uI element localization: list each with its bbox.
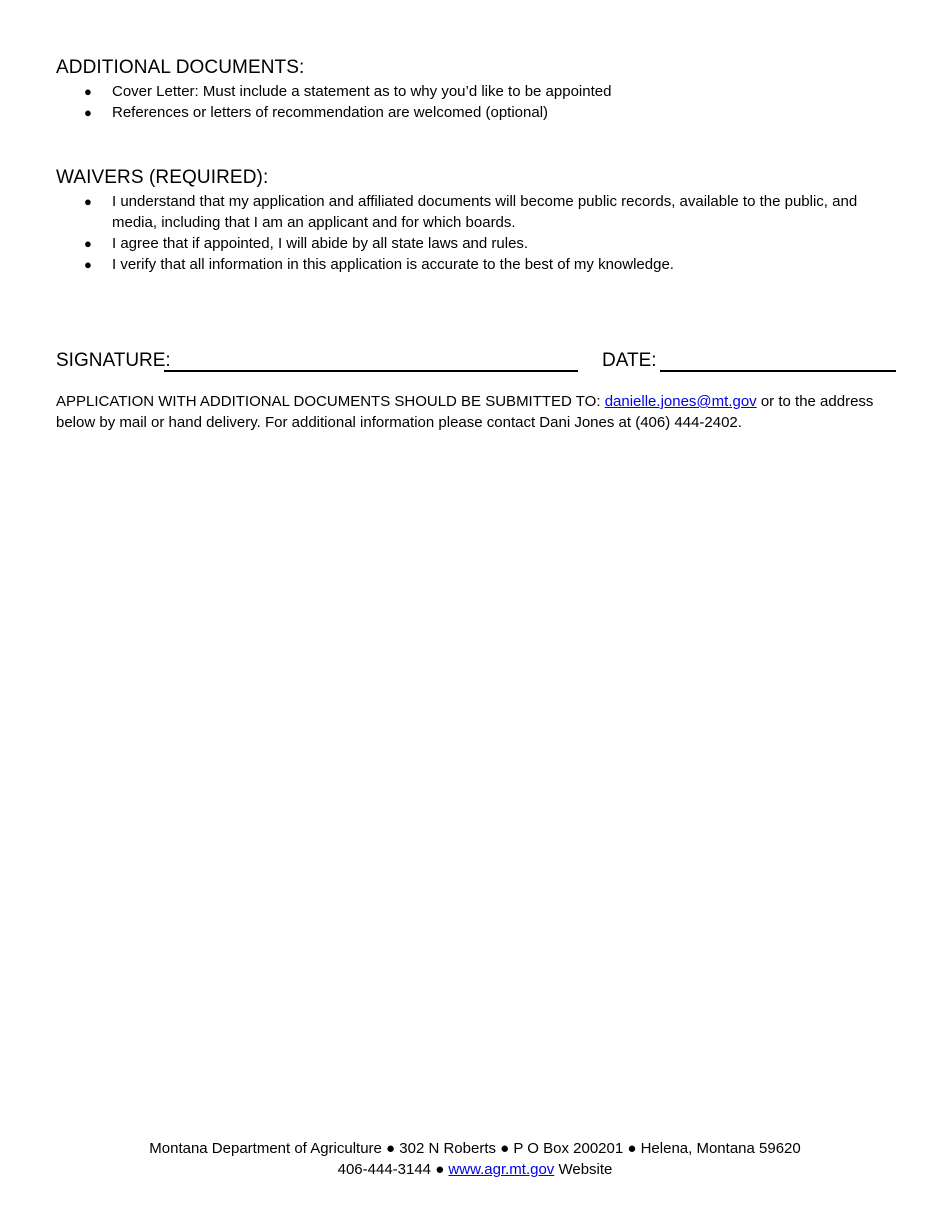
list-item — [56, 102, 896, 123]
list-item-text: Cover Letter: Must include a statement as to why you’d like to be appointed — [112, 83, 612, 100]
footer-address: Montana Department of Agriculture ● 302 N Roberts ● P O Box 200201 ● Helena, Montana 59620 — [149, 1140, 801, 1157]
date-field[interactable] — [660, 370, 896, 372]
additional-documents-list — [56, 81, 896, 123]
waivers-list — [56, 191, 896, 275]
date-label: DATE: — [602, 350, 657, 371]
bullet-icon: ● — [84, 236, 92, 251]
list-item — [56, 191, 896, 233]
bullet-icon: ● — [84, 257, 92, 272]
signature-field[interactable] — [164, 370, 578, 372]
list-item — [56, 254, 896, 275]
submission-instructions — [56, 391, 898, 433]
list-item-text: I understand that my application and affiliated documents will become public records, available to the public, and media, including that I am an applicant and for which boards. — [112, 193, 858, 231]
footer — [0, 1138, 950, 1180]
signature-label: SIGNATURE: — [56, 350, 171, 371]
website-link[interactable]: www.agr.mt.gov — [448, 1161, 555, 1178]
list-item-text: I verify that all information in this application is accurate to the best of my knowledge. — [112, 256, 674, 273]
list-item — [56, 81, 896, 102]
bullet-icon: ● — [84, 84, 92, 99]
signature-row — [56, 346, 898, 374]
bullet-icon: ● — [84, 194, 92, 209]
submission-text-after: or to the address below by mail or hand delivery. For additional information please contact Dani Jones at (406) 444-2402. — [56, 393, 874, 431]
email-link[interactable]: danielle.jones@mt.gov — [604, 393, 757, 410]
footer-contact — [0, 1159, 950, 1180]
list-item — [56, 233, 896, 254]
bullet-icon: ● — [84, 105, 92, 120]
list-item-text: References or letters of recommendation are welcomed (optional) — [112, 104, 549, 121]
submission-text-before: APPLICATION WITH ADDITIONAL DOCUMENTS SHOULD BE SUBMITTED TO: — [56, 393, 605, 410]
footer-website-suffix: Website — [554, 1161, 613, 1178]
list-item-text: I agree that if appointed, I will abide by all state laws and rules. — [112, 235, 529, 252]
additional-documents-heading: ADDITIONAL DOCUMENTS: — [56, 57, 305, 78]
footer-phone: 406-444-3144 ● — [337, 1161, 449, 1178]
waivers-heading: WAIVERS (REQUIRED): — [56, 167, 269, 188]
